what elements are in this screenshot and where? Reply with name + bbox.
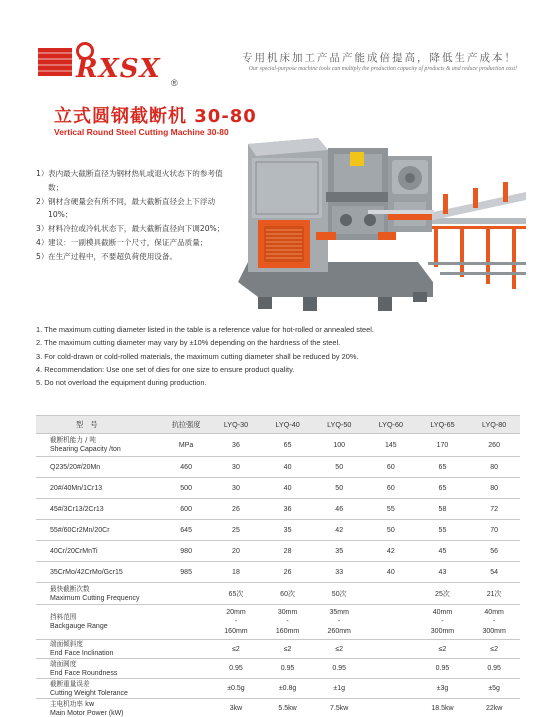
table-row: 35CrMo/42CrMo/Gcr15 985 18 26 33 40 43 54	[36, 562, 520, 583]
brand-logo	[38, 42, 178, 88]
table-row: 截断机能力 / 吨 Shearing Capacity /ton MPa 36 65 100 145 170 260	[36, 434, 520, 457]
note-en-item: 3. For cold-drawn or cold-rolled materials, the maximum cutting diameter shall be reduced by 20%.	[36, 351, 359, 361]
note-en-item: 5. Do not overload the equipment during production.	[36, 378, 207, 388]
notes-chinese	[36, 167, 226, 264]
header-lyq-40: LYQ-40	[262, 416, 314, 434]
table-row: 45#/3Cr13/2Cr13 600 26 36 46 55 58 72	[36, 499, 520, 520]
table-row: 40Cr/20CrMnTi 980 20 28 35 42 45 56	[36, 541, 520, 562]
table-row: 端面圆度 End Face Roundness 0.95 0.95 0.95 0.95 0.95	[36, 659, 520, 679]
table-row: 55#/60Cr2Mn/20Cr 645 25 35 42 50 55 70	[36, 520, 520, 541]
header-lyq-60: LYQ-60	[365, 416, 417, 434]
table-row: 截断重量误差 Cutting Weight Tolerance ±0.5g ±0.8g ±1g ±3g ±5g	[36, 679, 520, 699]
table-header-row	[36, 416, 520, 434]
slogan-english: Our special-purpose machine tools can multiply the production capacity of products & and reduce production cost!	[248, 66, 517, 72]
note-en-item: 4. Recommendation: Use one set of dies for one size to ensure product quality.	[36, 364, 295, 374]
gear-housing	[388, 156, 432, 232]
logo-stripes	[38, 48, 72, 76]
press-head	[316, 148, 396, 240]
table-row: Q235/20#/20Mn 460 30 40 50 60 65 80	[36, 457, 520, 478]
table-row: 20#/40Mn/1Cr13 500 30 40 50 60 65 80	[36, 478, 520, 499]
header-lyq-50: LYQ-50	[313, 416, 365, 434]
note-cn-item: 2） 钢材含硬量会有所不同，最大截断直径会上下浮动10%；	[36, 196, 216, 220]
electrical-cabinet	[258, 220, 310, 268]
page-title-chinese: 立式圆钢截断机 30-80	[54, 106, 257, 127]
header-model: 型 号	[36, 416, 162, 434]
table-row: 最快截断次数 Maximum Cutting Frequency 65次 60次 50次 25次 21次	[36, 583, 520, 605]
note-cn-item: 3） 材料冷拉或冷轧状态下，最大截断直径向下调20%；	[36, 224, 225, 234]
steel-bar	[368, 210, 434, 214]
registered-mark: ®	[171, 78, 178, 88]
note-en-item: 2. The maximum cutting diameter may vary by ±10% depending on the hardness of the steel.	[36, 338, 341, 348]
table-row: 主电机功率 kw Main Motor Power (kW) 3kw 5.5kw 7.5kw 18.5kw 22kw	[36, 699, 520, 717]
note-cn-item: 1） 表内最大截断直径为钢材热轧或退火状态下的参考值数；	[36, 169, 223, 192]
conveyor-rack	[424, 182, 526, 289]
logo-text: RXSX	[76, 54, 161, 84]
header-lyq-80: LYQ-80	[468, 416, 520, 434]
header-tensile: 抗拉强度	[162, 416, 210, 434]
spec-table	[36, 415, 520, 717]
machine-photo	[228, 122, 528, 322]
note-cn-item: 5） 在生产过程中，不要超负荷使用设备。	[36, 251, 178, 261]
page-title-english: Vertical Round Steel Cutting Machine 30-80	[54, 127, 229, 137]
table-row: 端面倾斜度 End Face Inclination ≤2 ≤2 ≤2 ≤2 ≤2	[36, 640, 520, 659]
header-lyq-65: LYQ-65	[417, 416, 469, 434]
note-cn-item: 4） 建议：一副模具截断一个尺寸，保证产品质量；	[36, 237, 208, 247]
header-lyq-30: LYQ-30	[210, 416, 262, 434]
table-row: 挡料范围 Backgauge Range 20mm - 160mm 30mm - 160mm 35mm - 260mm 40mm - 300mm 40mm - 300mm	[36, 605, 520, 640]
slogan-chinese: 专用机床加工产品产能成倍提高，降低生产成本！	[242, 52, 517, 64]
notes-english	[36, 323, 526, 389]
note-en-item: 1. The maximum cutting diameter listed in the table is a reference value for hot-rolled or annealed steel.	[36, 325, 374, 334]
